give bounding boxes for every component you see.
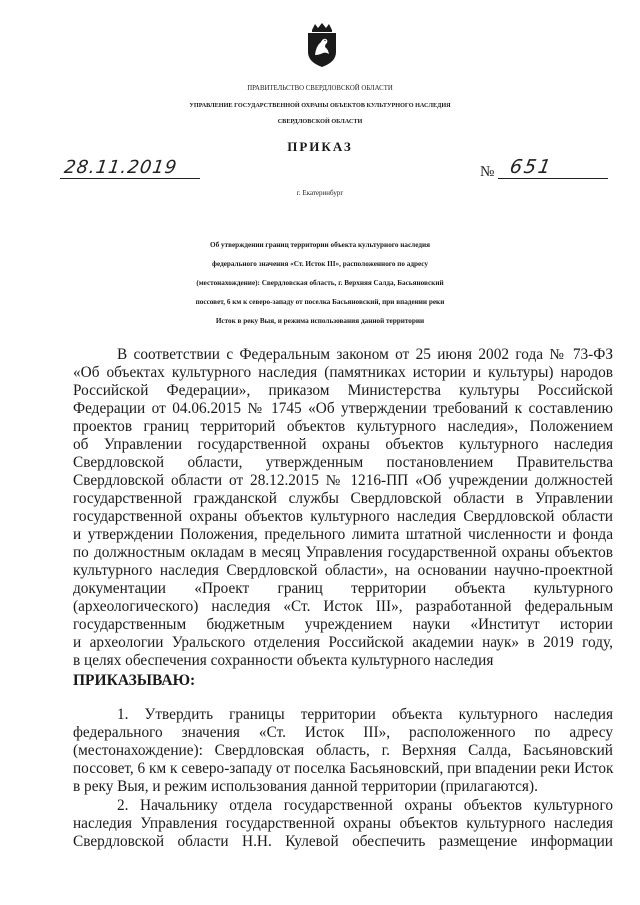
department-name-line1: УПРАВЛЕНИЕ ГОСУДАРСТВЕННОЙ ОХРАНЫ ОБЪЕКТОВ КУЛЬТУРНОГО НАСЛЕДИЯ xyxy=(189,102,451,109)
preamble-line: Свердловской области, утвержденным постановлением Правительства xyxy=(73,454,613,471)
subject-line: Исток в реку Выя, и режима использования данной территории xyxy=(215,317,425,325)
preamble-line: государственным бюджетным учреждением науки «Институт истории xyxy=(73,616,613,633)
preamble-line: государственной охраны объектов культурного наследия Свердловской области xyxy=(73,508,613,525)
item-line: поссовет, 6 км к северо-западу от поселка Басьяновский, при впадении реки Исток xyxy=(73,760,614,777)
item-line: (местонахождение): Свердловская область, г. Верхняя Салда, Басьяновский xyxy=(73,742,613,759)
preamble-line: культурного наследия Свердловской области», на основании научно-проектной xyxy=(73,562,613,579)
preamble-line: и археологии Уральского отделения Российской академии наук» в 2019 году, xyxy=(73,634,613,651)
coat-of-arms-icon xyxy=(304,22,340,68)
preamble-line: Федерации от 04.06.2015 № 1745 «Об утверждении требований к составлению xyxy=(73,400,613,417)
subject-line: (местонахождение): Свердловская область, г. Верхняя Салда, Басьяновский xyxy=(196,279,444,287)
order-heading: ПРИКАЗЫВАЮ: xyxy=(73,672,196,689)
subject-line: федерального значения «Ст. Исток III», расположенного по адресу xyxy=(212,260,428,268)
item-line: в реку Выя, и режим использования данной территории (прилагаются). xyxy=(73,778,538,795)
preamble-line: в целях обеспечения сохранности объекта культурного наследия xyxy=(73,652,494,669)
preamble-line: Российской Федерации», приказом Министерства культуры Российской xyxy=(73,382,613,399)
handwritten-number: 651 xyxy=(508,156,555,178)
item-line: 1. Утвердить границы территории объекта культурного наследия xyxy=(117,706,613,723)
preamble-line: государственной гражданской службы Свердловской области в Управлении xyxy=(73,490,613,507)
preamble-line: Свердловской области от 28.12.2015 № 1216-ПП «Об учреждении должностей xyxy=(73,472,613,489)
preamble-line: об Управлении государственной охраны объектов культурного наследия xyxy=(73,436,613,453)
item-line: 2. Начальнику отдела государственной охраны объектов культурного xyxy=(117,797,613,814)
item-line: Свердловской области Н.Н. Кулевой обеспечить размещение информации xyxy=(73,833,613,850)
department-name-line2: СВЕРДЛОВСКОЙ ОБЛАСТИ xyxy=(277,118,363,125)
subject-line: Об утверждении границ территории объекта культурного наследия xyxy=(210,241,430,249)
government-name: ПРАВИТЕЛЬСТВО СВЕРДЛОВСКОЙ ОБЛАСТИ xyxy=(247,85,393,92)
item-line: федерального значения «Ст. Исток III», расположенного по адресу xyxy=(73,724,613,741)
subject-line: поссовет, 6 км к северо-западу от поселка Басьяновский, при впадении реки xyxy=(195,298,445,306)
preamble-line: В соответствии с Федеральным законом от 25 июня 2002 года № 73-ФЗ xyxy=(117,346,613,363)
preamble-line: (археологического) наследия «Ст. Исток III», разработанной федеральным xyxy=(73,598,613,615)
city: г. Екатеринбург xyxy=(296,189,344,197)
date-underline xyxy=(60,178,200,179)
preamble-line: и утверждении Положения, предельного лимита штатной численности и фонда xyxy=(73,526,613,543)
preamble-line: «Об объектах культурного наследия (памятниках истории и культуры) народов xyxy=(73,364,613,381)
preamble-line: по должностным окладам в месяц Управления государственной охраны объектов xyxy=(73,544,613,561)
number-label: № xyxy=(480,164,495,180)
item-line: наследия Управления государственной охраны объектов культурного наследия xyxy=(73,815,613,832)
number-underline xyxy=(498,178,608,179)
handwritten-date: 28.11.2019 xyxy=(62,157,179,178)
document-type-title: ПРИКАЗ xyxy=(287,139,353,154)
preamble-line: документации «Проект границ территории объекта культурного xyxy=(73,580,613,597)
preamble-line: проектов границ территорий объектов культурного наследия», Положением xyxy=(73,418,613,435)
